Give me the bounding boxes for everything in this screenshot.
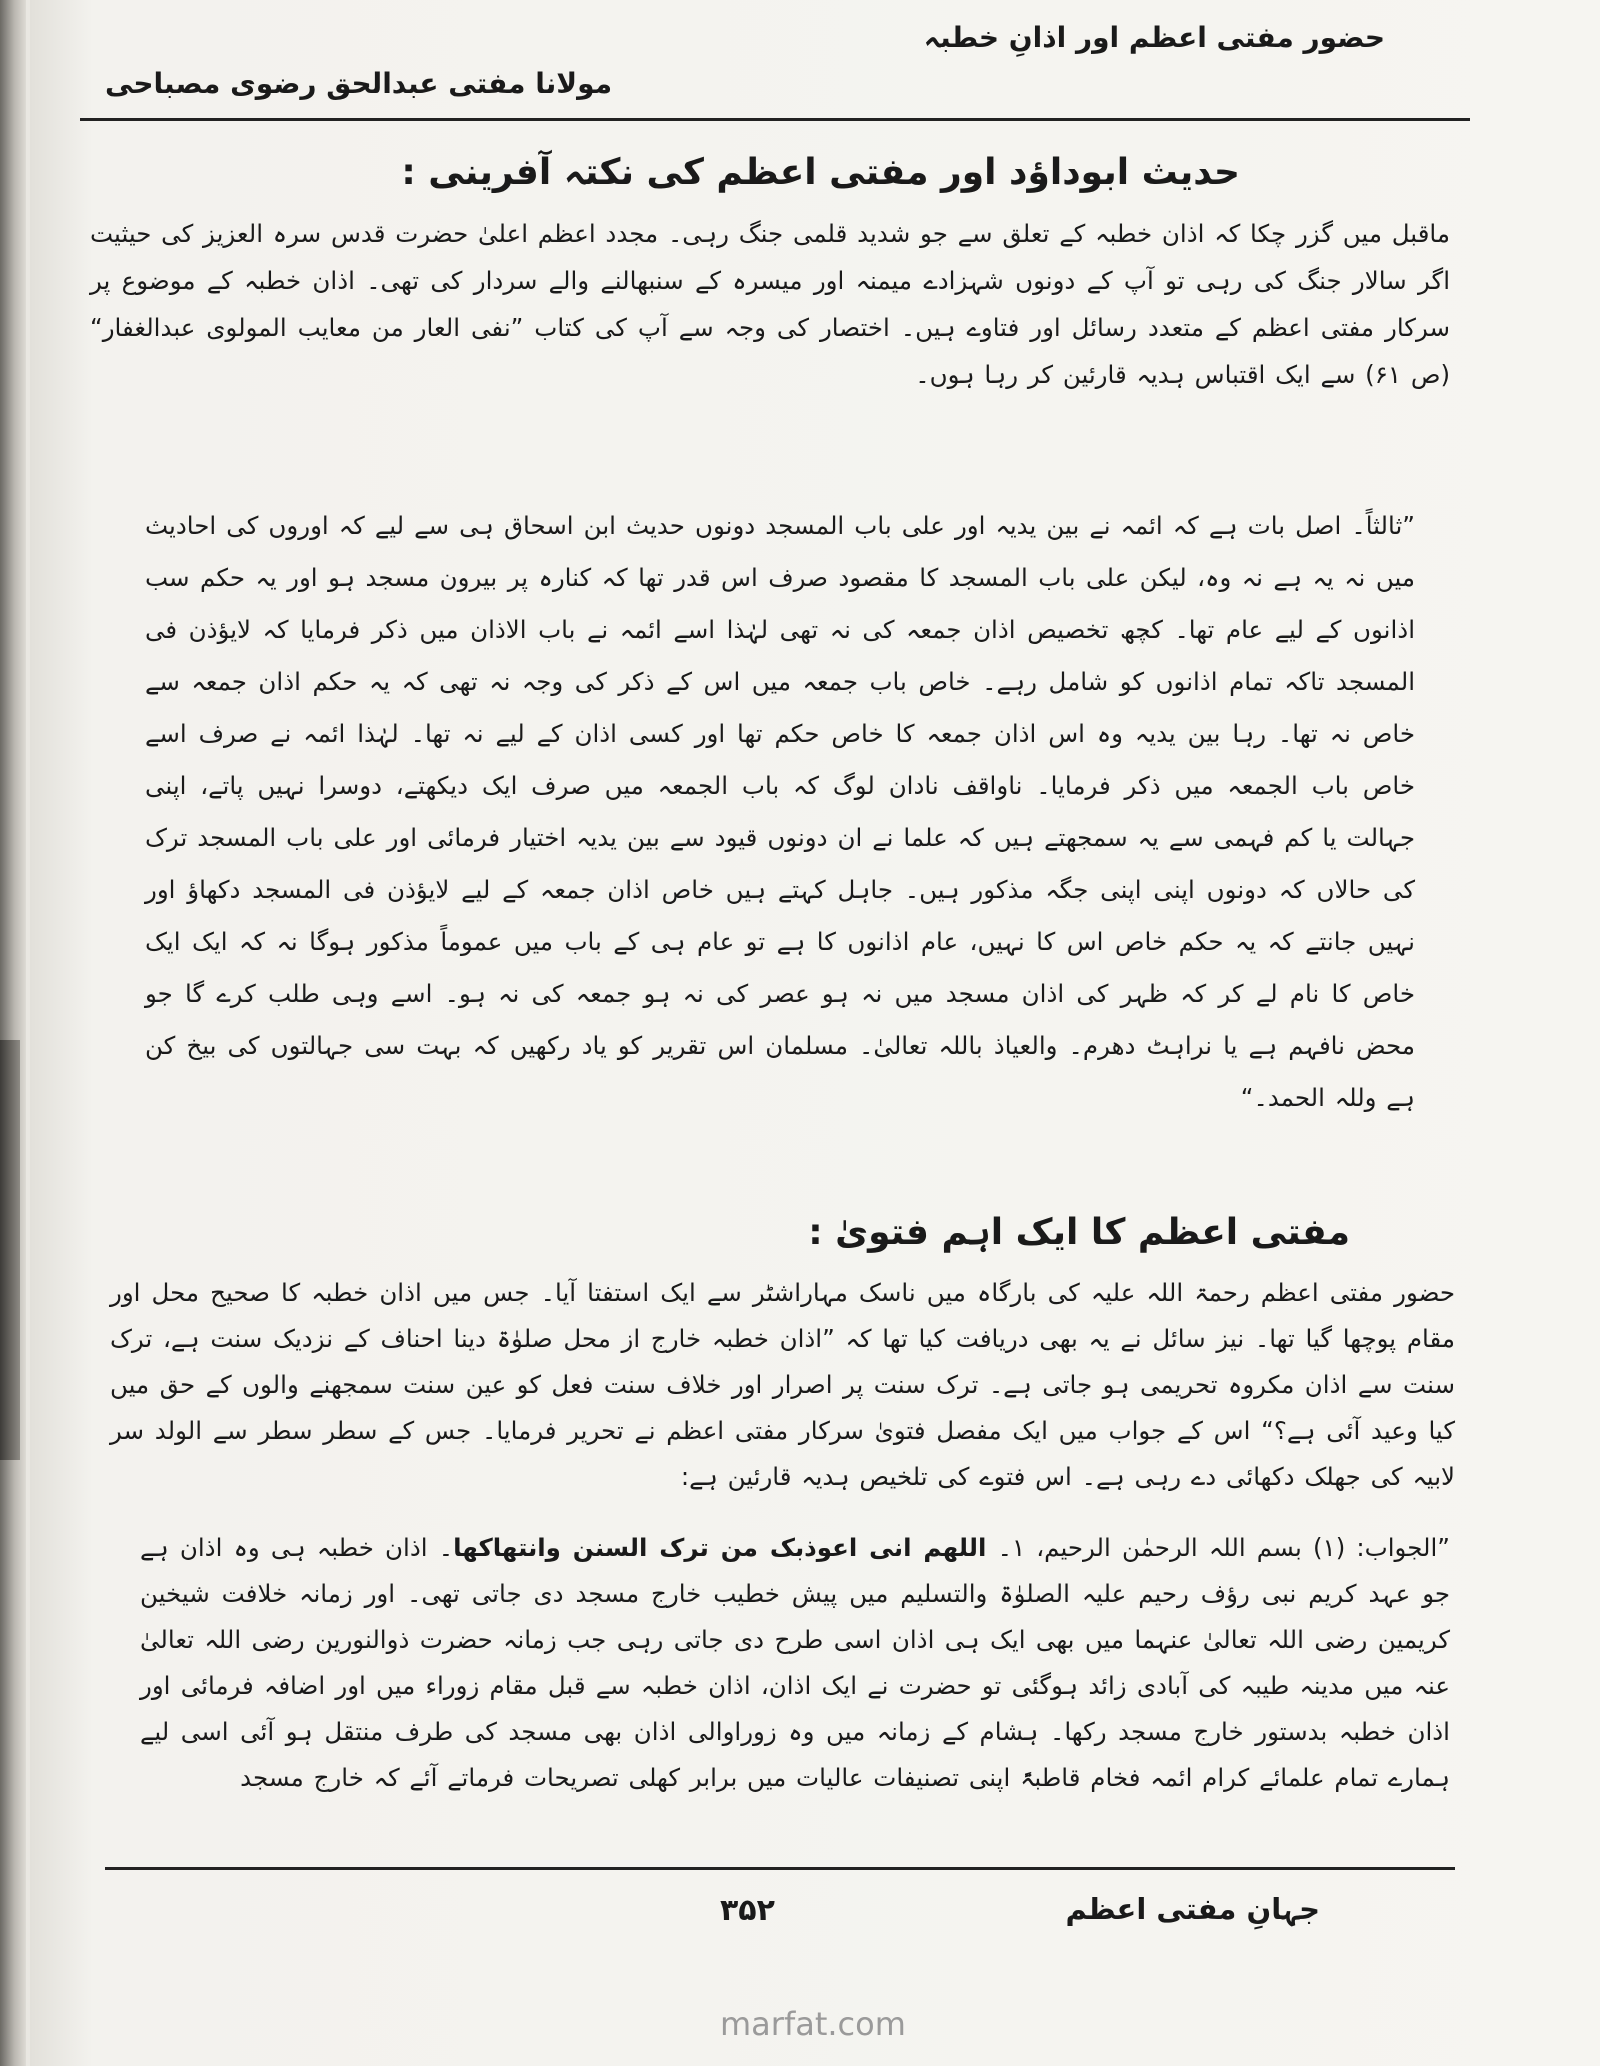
section1-intro-text: ماقبل میں گزر چکا کہ اذان خطبہ کے تعلق سے جو شدید قلمی جنگ رہی۔ مجدد اعظم اعلیٰ حضرت قدس سرہ العزیز کی حیثیت اگر سالار جنگ کی رہی تو آپ کے دونوں شہزادے میمنہ اور میسرہ کے سنبھالنے والے سردار کی تھی۔ اذان خطبہ کے موضوع پر سرکار مفتی اعظم کے متعدد رسائل اور فتاوے ہیں۔ اختصار کی وجہ سے آپ کی کتاب ”نفی العار من معایب المولوی عبدالغفار“ (ص ۶۱) سے ایک اقتباس ہدیہ قارئین کر رہا ہوں۔ xyxy=(90,219,1450,389)
book-spine-dark-band xyxy=(0,1040,20,1460)
footer-rule xyxy=(105,1867,1455,1870)
source-watermark: marfat.com xyxy=(720,2005,906,2043)
section2-answer-paragraph xyxy=(140,1525,1450,1801)
book-page xyxy=(30,0,1600,2066)
page-number: ۳۵۲ xyxy=(720,1893,775,1928)
section2-intro-text: حضور مفتی اعظم رحمۃ اللہ علیہ کی بارگاہ میں ناسک مہاراشٹر سے ایک استفتا آیا۔ جس میں اذان خطبہ کا صحیح محل اور مقام پوچھا گیا تھا۔ نیز سائل نے یہ بھی دریافت کیا تھا کہ ”اذان خطبہ خارج از محل صلوٰۃ دینا احناف کے نزدیک سنت ہے، ترک سنت سے اذان مکروہ تحریمی ہو جاتی ہے۔ ترک سنت پر اصرار اور خلاف سنت فعل کو عین سنت سمجھنے والوں کے حق میں کیا وعید آئی ہے؟“ اس کے جواب میں ایک مفصل فتویٰ سرکار مفتی اعظم نے تحریر فرمایا۔ جس کے سطر سطر سے الولد سر لابیہ کی جھلک دکھائی دے رہی ہے۔ اس فتوے کی تلخیص ہدیہ قارئین ہے: xyxy=(110,1278,1455,1491)
section2-answer-text xyxy=(140,1525,1450,1801)
section-heading-hadith-abu-dawood: حدیث ابوداؤد اور مفتی اعظم کی نکتہ آفرینی : xyxy=(401,152,1240,193)
footer-book-title: جہانِ مفتی اعظم xyxy=(1065,1892,1320,1926)
running-header-title: حضور مفتی اعظم اور اذانِ خطبہ xyxy=(923,21,1385,54)
answer-prefix: ”الجواب: (۱) بسم اللہ الرحمٰن الرحیم، ۱۔ xyxy=(997,1533,1450,1562)
answer-arabic-supplication: اللھم انی اعوذبک من ترک السنن وانتھاکھا xyxy=(453,1533,987,1562)
section1-intro-paragraph xyxy=(90,210,1450,398)
header-rule xyxy=(80,118,1470,121)
section-heading-important-fatwa: مفتی اعظم کا ایک اہم فتویٰ : xyxy=(808,1212,1350,1253)
section2-intro-paragraph xyxy=(110,1270,1455,1500)
section1-quote-text: ”ثالثاً۔ اصل بات ہے کہ ائمہ نے بین یدیہ اور علی باب المسجد دونوں حدیث ابن اسحاق ہی سے لیے کہ اوروں کی احادیث میں نہ یہ ہے نہ وہ، لیکن علی باب المسجد کا مقصود صرف اس قدر تھا کہ کنارہ پر بیرون مسجد ہو اور یہ حکم سب اذانوں کے لیے عام تھا۔ کچھ تخصیص اذان جمعہ کی نہ تھی لہٰذا اسے ائمہ نے باب الاذان میں ذکر فرمایا کہ لایؤذن فی المسجد تاکہ تمام اذانوں کو شامل رہے۔ خاص باب جمعہ میں اس کے ذکر کی وجہ نہ تھی کہ یہ حکم اذان جمعہ سے خاص نہ تھا۔ رہا بین یدیہ وہ اس اذان جمعہ کا خاص حکم تھا اور کسی اذان کے لیے نہ تھا۔ لہٰذا ائمہ نے صرف اسے خاص باب الجمعہ میں ذکر فرمایا۔ ناواقف نادان لوگ کہ باب الجمعہ میں صرف ایک دیکھتے، دوسرا نہیں پاتے، اپنی جہالت یا کم فہمی سے یہ سمجھتے ہیں کہ علما نے ان دونوں قیود سے بین یدیہ اختیار فرمائی اور علی باب المسجد ترک کی حالاں کہ دونوں اپنی اپنی جگہ مذکور ہیں۔ جاہل کہتے ہیں خاص اذان جمعہ کے لیے لایؤذن فی المسجد دکھاؤ اور نہیں جانتے کہ یہ حکم خاص اس کا نہیں، عام اذانوں کا ہے تو عام ہی کے باب میں عموماً مذکور ہوگا نہ کہ ایک ایک خاص کا نام لے کر کہ ظہر کی اذان مسجد میں نہ ہو عصر کی نہ ہو جمعہ کی نہ ہو۔ اسے وہی طلب کرے گا جو محض نافہم ہے یا نراہٹ دھرم۔ والعیاذ باللہ تعالیٰ۔ مسلمان اس تقریر کو یاد رکھیں کہ بہت سی جہالتوں کی بیخ کن ہے وللہ الحمد۔“ xyxy=(145,511,1415,1112)
book-spine-shadow xyxy=(0,0,26,2066)
running-header-author: مولانا مفتی عبدالحق رضوی مصباحی xyxy=(105,67,613,100)
section1-quoted-passage xyxy=(145,500,1415,1124)
answer-body: ۔ اذان خطبہ ہی وہ اذان ہے جو عہد کریم نبی رؤف رحیم علیہ الصلوٰۃ والتسلیم میں پیش خطیب خارج مسجد دی جاتی تھی۔ اور زمانہ خلافت شیخین کریمین رضی اللہ تعالیٰ عنہما میں بھی ایک ہی اذان اسی طرح دی جاتی رہی جب زمانہ حضرت ذوالنورین رضی اللہ تعالیٰ عنہ میں مدینہ طیبہ کی آبادی زائد ہوگئی تو حضرت نے ایک اذان، اذان خطبہ سے قبل مقام زوراء میں اور اضافہ فرمائی اور اذان خطبہ بدستور خارج مسجد رکھا۔ ہشام کے زمانہ میں وہ زوراوالی اذان بھی مسجد کی طرف منتقل ہو آئی اسی لیے ہمارے تمام علمائے کرام ائمہ فخام قاطبۃً اپنی تصنیفات عالیات میں برابر کھلی تصریحات فرماتے آئے کہ خارج مسجد xyxy=(140,1533,1450,1792)
